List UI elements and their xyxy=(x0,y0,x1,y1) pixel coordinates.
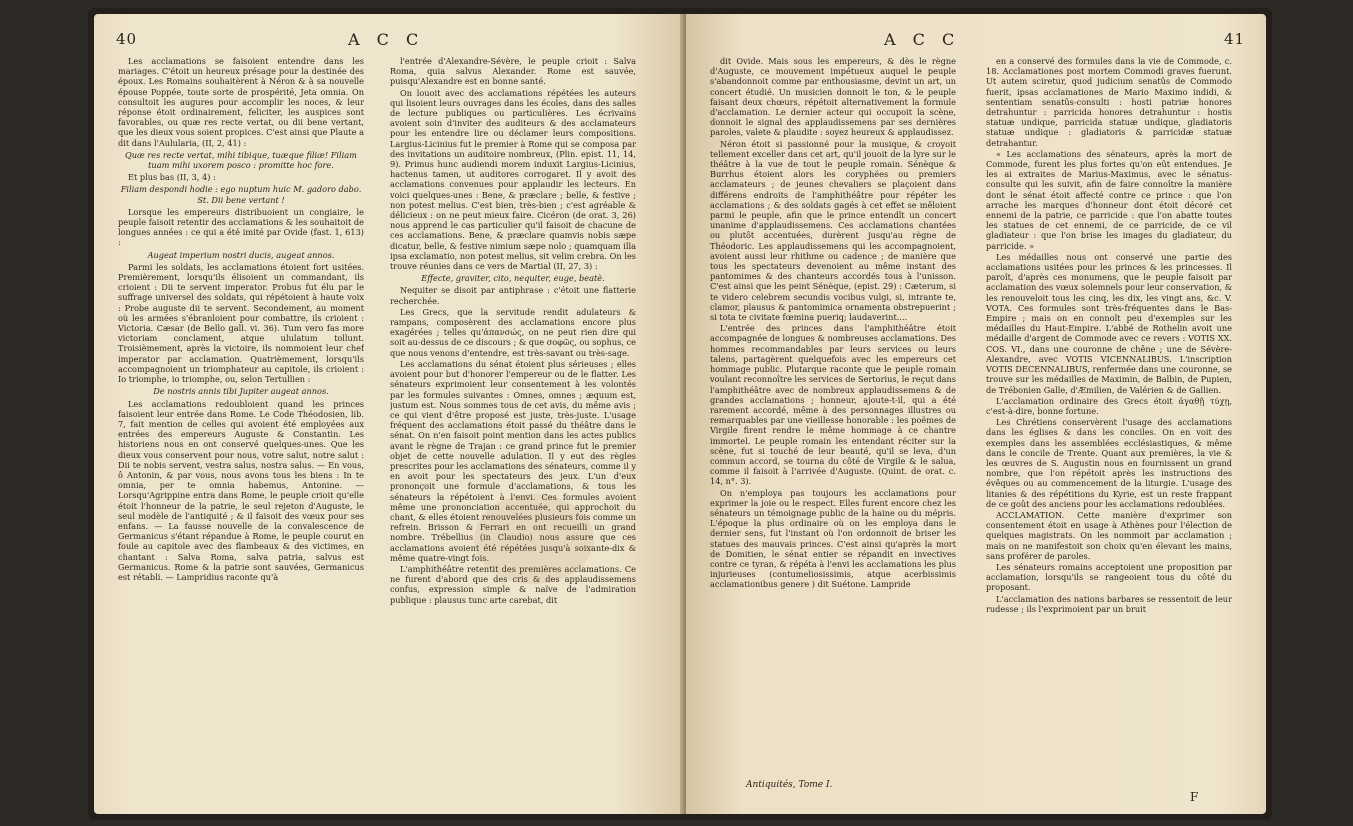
running-head-left: A C C xyxy=(348,30,425,49)
paragraph: Les acclamations se faisoient entendre dans les mariages. C'étoit un heureux présage pour la destinée des époux. Les Romains souhaitèrent à Néron & à sa nouvelle épouse Poppée, toute sorte de prospérité, Jeta omnia. On consultoit les augures pour accomplir les noces, & leur réponse étoit ordinairement, feliciter, les auspices sont favorables, ou quæ res recte vertat, ou dii bene vertant, que les dieux vous soient propices. C'est ainsi que Plaute a dit dans l'Aulularia, (II, 2, 41) : xyxy=(118,56,364,148)
paragraph: Les Chrétiens conservèrent l'usage des acclamations dans les églises & dans les conciles. On en voit des exemples dans les assemblées ecclésiastiques, & même dans le concile de Trente. Quant aux premières, la vie & les œuvres de S. Augustin nous en fournissent un grand nombre, que l'on répétoit après les instructions des évêques ou au commencement de la liturgie. L'usage des litanies & des répétitions du Kyrie, est un reste frappant de ce goût des anciens pour les acclamations redoublées. xyxy=(986,417,1232,509)
gathering-signature: F xyxy=(1190,790,1199,804)
verse-quote: Filiam despondi hodie : ego nuptum huic M. gadoro dabo. St. Dii bene vertant ! xyxy=(120,184,362,205)
paragraph: dit Ovide. Mais sous les empereurs, & dès le règne d'Auguste, ce mouvement impétueux auquel le peuple s'abandonnoit comme par enthousiasme, devint un art, un concert étudié. Un musicien donnoit le ton, & le peuple faisant deux chœurs, répétoit alternativement la formule d'acclamation. Le dernier acteur qui occupoit la scène, donnoit le signal des applaudissemens par ses dernières paroles, valete & plaudite : soyez heureux & applaudissez. xyxy=(710,56,956,138)
paragraph: Les acclamations redoubloient quand les princes faisoient leur entrée dans Rome. Le Code Théodosien, lib. 7, fait mention de celles qui avoient été employées aux entrées des empereurs Auguste & Constantin. Les historiens nous en ont conservé quelques-unes. Que les dieux vous conservent pour nous, votre salut, notre salut : Dii te nobis servent, vestra salus, nostra salus. — En vous, ô Antonin, & par vous, nous avons tous les biens : In te omnia, per te omnia habemus, Antonine. — Lorsqu'Agrippine entra dans Rome, le peuple crioit qu'elle étoit l'honneur de la patrie, le seul rejeton d'Auguste, le seul modèle de l'antiquité ; & il faisoit des vœux pour ses enfans. — La fausse nouvelle de la convalescence de Germanicus s'étant répandue à Rome, le peuple courut en foule au capitole avec des flambeaux & des victimes, en chantant : Salva Roma, salva patria, salvus est Germanicus. Rome & la patrie sont sauvées, Germanicus est rétabli. — Lampridius raconte qu'à xyxy=(118,398,364,582)
open-book xyxy=(88,8,1272,820)
left-page-column-2 xyxy=(390,56,636,804)
paragraph: Néron étoit si passionné pour la musique, & croyoit tellement exceller dans cet art, qu'il jouoit de la lyre sur le théâtre à la vue de tout le peuple romain. Sénèque & Burrhus étoient alors les coryphées ou premiers acclamateurs ; de jeunes chevaliers se plaçoient dans différens endroits de l'amphithéâtre pour répéter les acclamations ; & des soldats gagés à cet effet se mêloient parmi le peuple, afin que le prince entendît un concert unanime d'applaudissemens. Ces acclamations chantées ou plutôt accentuées, durèrent jusqu'au règne de Théodoric. Les applaudissemens qui les accompagnoient, avoient aussi leur rhithme ou cadence ; de manière que tous les spectateurs devenoient au même instant des pantomimes & des chanteurs accordés tous à l'unisson. C'est ainsi que les peint Sénèque, (epist. 29) : Cæterum, si te videro celebrem secundis vocibus vulgi, si, intrante te, clamor, plausus & pantomimica ornamenta obstrepuerint ; si tota te civitate fœmina pueriq; laudaverint.... xyxy=(710,138,956,323)
paragraph: Parmi les soldats, les acclamations étoient fort usitées. Premièrement, lorsqu'ils élisoient un commandant, ils crioient : Dii te servent imperator. Probus fut élu par le suffrage universel des soldats, qui répétoient à haute voix : Probe auguste dii te servent. Secondement, au moment où les armées s'ébranloient pour combattre, ils crioient : Victoria. Cæsar (de Bello gall. vi. 36). Tum vero fas more victoriam conclament, atque ululatum tollunt. Troisièmement, après la victoire, ils nommoient leur chef imperator par acclamation. Quatrièmement, lorsqu'ils accompagnoient un triomphateur au capitole, ils crioient : Io triomphe, io triomphe, ou, selon Tertullien : xyxy=(118,261,364,385)
paragraph: L'acclamation ordinaire des Grecs étoit ἀγαθῇ τύχῃ, c'est-à-dire, bonne fortune. xyxy=(986,395,1232,416)
paragraph: Nequiter se disoit par antiphrase : c'étoit une flatterie recherchée. xyxy=(390,285,636,306)
right-page-column-2 xyxy=(986,56,1232,786)
right-page-column-1 xyxy=(710,56,956,774)
paragraph: Lorsque les empereurs distribuoient un congiaire, le peuple faisoit retentir des acclamations & les souhaitoit de longues années : ce qui a été imité par Ovide (fast. 1, 613) : xyxy=(118,206,364,248)
paragraph: L'entrée des princes dans l'amphithéâtre étoit accompagnée de longues & nombreuses acclamations. Des hommes recommandables par leurs services ou leurs talens, partagèrent quelquefois avec les empereurs cet hommage public. Plutarque raconte que le peuple romain voulant reconnoître les services de Sertorius, le reçut dans l'amphithéâtre avec de nombreux applaudissemens & de grandes acclamations ; honneur, ajoute-t-il, qui a été rarement accordé, même à des personnages illustres ou remarquables par une vieillesse honorable : les poëmes de Virgile firent rendre le même hommage à ce chantre immortel. Le peuple romain les entendant réciter sur la scène, fut si touché de leur beauté, qu'il se leva, d'un commun accord, se tourna du côté de Virgile & le salua, comme il faisoit à l'arrivée d'Auguste. (Quint. de orat. c. 14, n°. 3). xyxy=(710,323,956,487)
left-page xyxy=(94,14,686,814)
paragraph: L'amphithéâtre retentit des premières acclamations. Ce ne furent d'abord que des cris & des applaudissemens confus, expression simple & naïve de l'admiration publique : plausus tunc arte carebat, dit xyxy=(390,563,636,605)
paragraph: « Les acclamations des sénateurs, après la mort de Commode, furent les plus fortes qu'on eût entendues. Je les ai extraites de Marius-Maximus, avec le sénatus-consulte qui les suivit, afin de faire connoître la manière dont le sénat étoit affecté contre ce prince : que l'on arrache les marques d'honneur dont étoit décoré cet ennemi de la patrie, ce parricide : que l'on abatte toutes les statues de cet ennemi, de ce parricide, de ce vil gladiateur : que l'on brise les images du gladiateur, du parricide. » xyxy=(986,148,1232,251)
left-page-column-1 xyxy=(118,56,364,804)
paragraph: Les sénateurs romains acceptoient une proposition par acclamation, lorsqu'ils se rangeoient tous du côté du proposant. xyxy=(986,561,1232,593)
paragraph: Les Grecs, que la servitude rendit adulateurs & rampans, composèrent des acclamations encore plus exagérées ; telles qu'ἀπανσώς, on ne peut rien dire qui soit au-dessus de ce discours ; & que σοφῶς, ou sophus, ce que nous venons d'entendre, est très-savant ou très-sage. xyxy=(390,306,636,358)
verse-quote: De nostris annis tibi Jupiter augeat annos. xyxy=(153,386,329,397)
paragraph: en a conservé des formules dans la vie de Commode, c. 18. Acclamationes post mortem Commodi graves fuerunt. Ut autem sciretur, quod judicium senatûs de Commodo fuerit, ipsas acclamationes de Mario Maximo indidi, & sententiam senatûs-consulti : hosti patriæ honores detrahuntur : parricida honores detrahuntur : hostis statuæ undique, parricida statuæ undique, gladiatoris statuæ undique : gladiatoris & parricidæ statuæ detrahantur. xyxy=(986,56,1232,148)
verse-quote: Quæ res recte vertat, mihi tibique, tuæque filiæ! Filiam tuam mihi uxorem posco : promitte hoc fore. xyxy=(125,149,357,171)
verse-quote: Effecte, graviter, cito, nequiter, euge, beatè. xyxy=(421,273,605,284)
paragraph: On louoit avec des acclamations répétées les auteurs qui lisoient leurs ouvrages dans les écoles, dans des salles de lecture publiques ou particulières. Les écrivains avoient soin d'inviter des auditeurs & des acclamateurs pour les entendre lire ou déclamer leurs compositions. Largius-Licinius fut le premier à Rome qui se composa par des invitations un auditoire nombreux, (Plin. epist. 11, 14, 9). Primus hunc audiendi morem induxit Largius-Licinius, hactenus tamen, ut auditores corrogaret. Il y avoit des acclamations convenues pour applaudir les lecteurs. En voici quelques-unes : Bene, & præclare ; belle, & festive ; non potest melius. C'est bien, très-bien ; c'est agréable & délicieux : on ne peut mieux faire. Cicéron (de orat. 3, 26) nous apprend le cas particulier qu'il faisoit de chacune de ces acclamations. Bene, & præclare quamvis nobis sæpe dicatur, belle, & festive nimium sæpe nolo ; quamquam illa ipsa exclamatio, non potest melius, sit velim crebra. On les trouve réunies dans ce vers de Martial (II, 27, 3) : xyxy=(390,87,636,272)
paragraph: On n'employa pas toujours les acclamations pour exprimer la joie ou le respect. Elles furent encore chez les sénateurs un témoignage public de la haine ou du mépris. L'époque la plus ordinaire où on les employa dans le dernier sens, fut l'instant où l'on ordonnoit de briser les statues des mauvais princes. C'est ainsi qu'après la mort de Domitien, le sénat entier se répandit en invectives contre ce tyran, & répéta à l'envi les acclamations les plus injurieuses (contumeliosissimis, atque acerbissimis acclamationibus genere ) dit Suétone. Lampride xyxy=(710,487,956,590)
right-page xyxy=(686,14,1266,814)
paragraph: l'entrée d'Alexandre-Sévère, le peuple crioit : Salva Roma, quia salvus Alexander. Rome est sauvée, puisqu'Alexandre est en bonne santé. xyxy=(390,56,636,87)
paper-stain xyxy=(474,494,594,584)
paragraph: ACCLAMATION. Cette manière d'exprimer son consentement étoit en usage à Athènes pour l'élection de quelques magistrats. On les nommoit par acclamation ; mais on ne manifestoit son choix qu'en élevant les mains, sans proférer de paroles. xyxy=(986,509,1232,561)
page-number-right: 41 xyxy=(1224,30,1246,48)
page-number-left: 40 xyxy=(116,30,138,48)
paragraph: Les médailles nous ont conservé une partie des acclamations usitées pour les princes & les princesses. Il paroît, d'après ces monumens, que le peuple faisoit par acclamation des vœux solemnels pour leur conservation, & les renouveloit tous les cinq, les dix, les vingt ans, &c. V. VOTA. Ces formules sont très-fréquentes dans le Bas-Empire ; mais on en connoît peu d'exemples sur les médailles du Haut-Empire. L'abbé de Rothelin avoit une médaille d'argent de Commode avec ce revers : VOTIS XX. COS. VI., dans une couronne de chêne ; une de Sévère-Alexandre, avec VOTIS VICENNALIBUS. L'inscription VOTIS DECENNALIBUS, renfermée dans une couronne, se trouve sur les médailles de Maximin, de Balbin, de Pupien, de Trébonien Galle, d'Æmilien, de Valérien & de Gallien. xyxy=(986,251,1232,395)
paragraph: Et plus bas (II, 3, 4) : xyxy=(128,172,216,183)
verse-quote: Augeat imperium nostri ducis, augeat annos. xyxy=(147,249,335,260)
paragraph: L'acclamation des nations barbares se ressentoit de leur rudesse ; ils l'exprimoient par un bruit xyxy=(986,593,1232,614)
volume-signature: Antiquités, Tome I. xyxy=(746,780,833,790)
paragraph: Les acclamations du sénat étoient plus sérieuses ; elles avoient pour but d'honorer l'empereur ou de le flatter. Les sénateurs exprimoient leur consentement à les volontés par les formules suivantes : Omnes, omnes ; æquum est, justum est. Nous sommes tous de cet avis, du même avis ; ce qui vient d'être proposé est juste, très-juste. L'usage fréquent des acclamations étoit passé du théâtre dans le sénat. On n'en faisoit point mention dans les actes publics avant le règne de Trajan : ce grand prince fut le premier objet de cette nouvelle adulation. Il y eut des règles prescrites pour les acclamations des sénateurs, comme il y en avoit pour les spectateurs des jeux. L'un d'eux prononçoit une formule d'acclamations, & tous les sénateurs la répétoient à l'envi. Ces formules avoient même une prononciation accentuée, qui approchoit du chant, & elles étoient renouvelées plusieurs fois comme un refrein. Brisson & Ferrari en ont recueilli un grand nombre. Trébellius (in Claudio) nous assure que ces acclamations avoient été répétées jusqu'à soixante-dix & même quatre-vingt fois. xyxy=(390,358,636,563)
running-head-right: A C C xyxy=(884,30,961,49)
